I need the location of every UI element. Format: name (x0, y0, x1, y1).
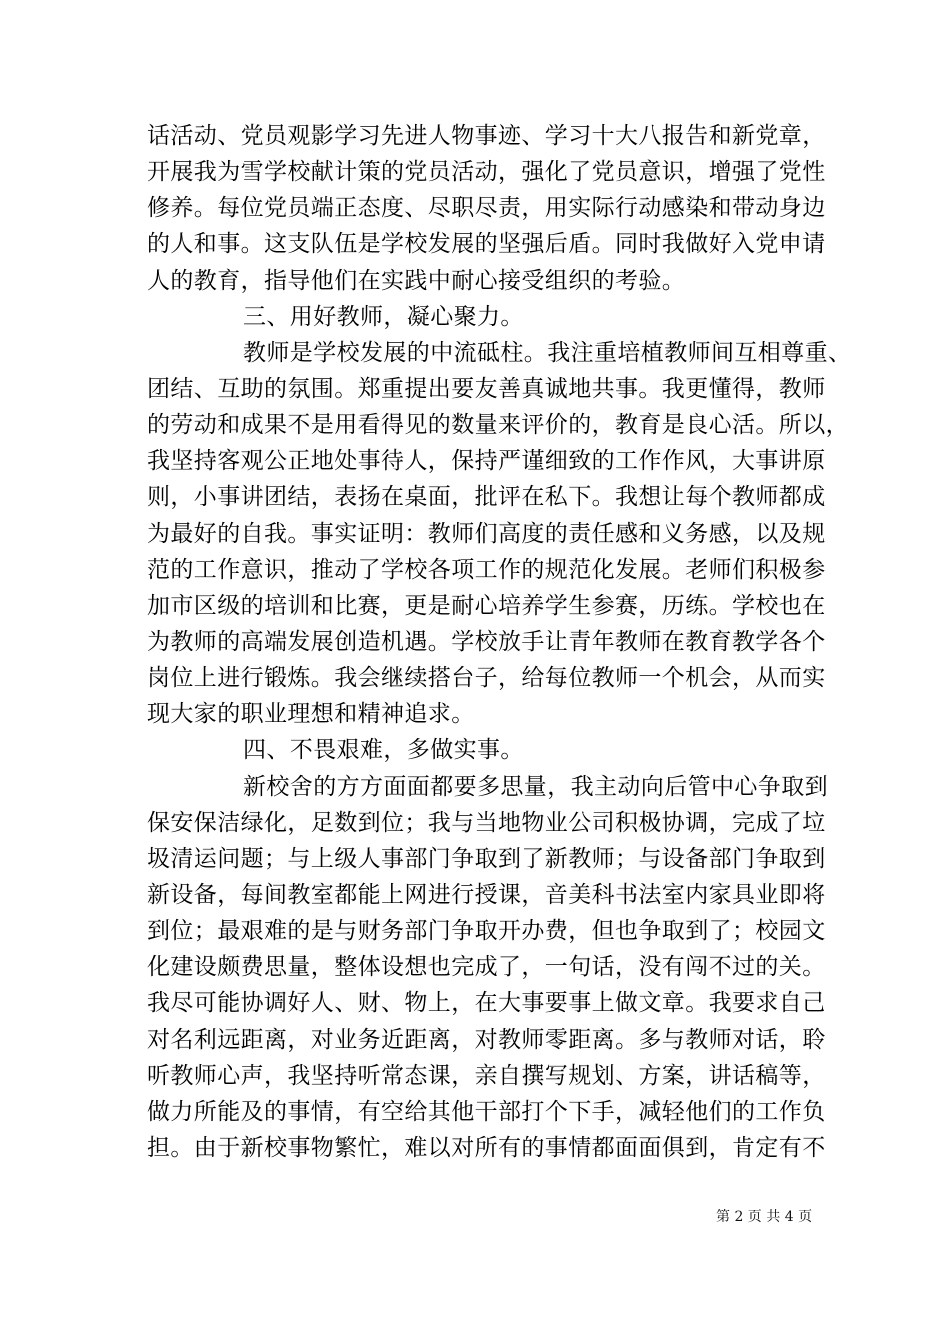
text-line: 人的教育，指导他们在实践中耐心接受组织的考验。 (147, 267, 686, 294)
text-line: 修养。每位党员端正态度、尽职尽责，用实际行动感染和带动身边 (147, 195, 826, 222)
text-line: 我尽可能协调好人、财、物上，在大事要事上做文章。我要求自己 (147, 990, 826, 1017)
body-text (147, 118, 852, 1166)
text-line: 开展我为雪学校献计策的党员活动，强化了党员意识，增强了党性 (147, 159, 826, 186)
section-heading: 三、用好教师，凝心聚力。 (243, 303, 524, 330)
text-line: 加市区级的培训和比赛，更是耐心培养学生参赛，历练。学校也在 (147, 592, 826, 619)
text-line: 到位；最艰难的是与财务部门争取开办费，但也争取到了；校园文 (147, 918, 826, 945)
text-line: 听教师心声，我坚持听常态课，亲自撰写规划、方案，讲话稿等， (147, 1062, 826, 1089)
text-line: 我坚持客观公正地处事待人，保持严谨细致的工作作风，大事讲原 (147, 448, 826, 475)
text-line: 对名利远距离，对业务近距离，对教师零距离。多与教师对话，聆 (147, 1026, 826, 1053)
text-line: 范的工作意识，推动了学校各项工作的规范化发展。老师们积极参 (147, 556, 826, 583)
text-line: 保安保洁绿化，足数到位；我与当地物业公司积极协调，完成了垃 (147, 809, 826, 836)
text-line: 的人和事。这支队伍是学校发展的坚强后盾。同时我做好入党申请 (147, 231, 826, 258)
text-line: 为最好的自我。事实证明：教师们高度的责任感和义务感，以及规 (147, 520, 826, 547)
text-line: 现大家的职业理想和精神追求。 (147, 701, 475, 728)
paragraph-first-line: 新校舍的方方面面都要多思量，我主动向后管中心争取到 (243, 773, 828, 800)
section-heading: 四、不畏艰难，多做实事。 (243, 737, 524, 764)
text-line: 的劳动和成果不是用看得见的数量来评价的，教育是良心活。所以， (147, 412, 849, 439)
text-line: 为教师的高端发展创造机遇。学校放手让青年教师在教育教学各个 (147, 628, 826, 655)
text-line: 新设备，每间教室都能上网进行授课，音美科书法室内家具业即将 (147, 881, 826, 908)
page-number-footer: 第 2 页 共 4 页 (716, 1209, 813, 1225)
text-line: 做力所能及的事情，有空给其他干部打个下手，减轻他们的工作负 (147, 1098, 826, 1125)
text-line: 担。由于新校事物繁忙，难以对所有的事情都面面俱到，肯定有不 (147, 1134, 826, 1161)
text-line: 团结、互助的氛围。郑重提出要友善真诚地共事。我更懂得，教师 (147, 375, 826, 402)
paragraph-first-line: 教师是学校发展的中流砥柱。我注重培植教师间互相尊重、 (243, 339, 852, 366)
text-line: 话活动、党员观影学习先进人物事迹、学习十大八报告和新党章， (147, 123, 826, 149)
text-line: 化建设颇费思量，整体设想也完成了，一句话，没有闯不过的关。 (147, 954, 826, 981)
text-line: 岗位上进行锻炼。我会继续搭台子，给每位教师一个机会，从而实 (147, 665, 826, 692)
text-line: 则，小事讲团结，表扬在桌面，批评在私下。我想让每个教师都成 (147, 484, 826, 511)
text-line: 圾清运问题；与上级人事部门争取到了新教师；与设备部门争取到 (147, 845, 826, 872)
